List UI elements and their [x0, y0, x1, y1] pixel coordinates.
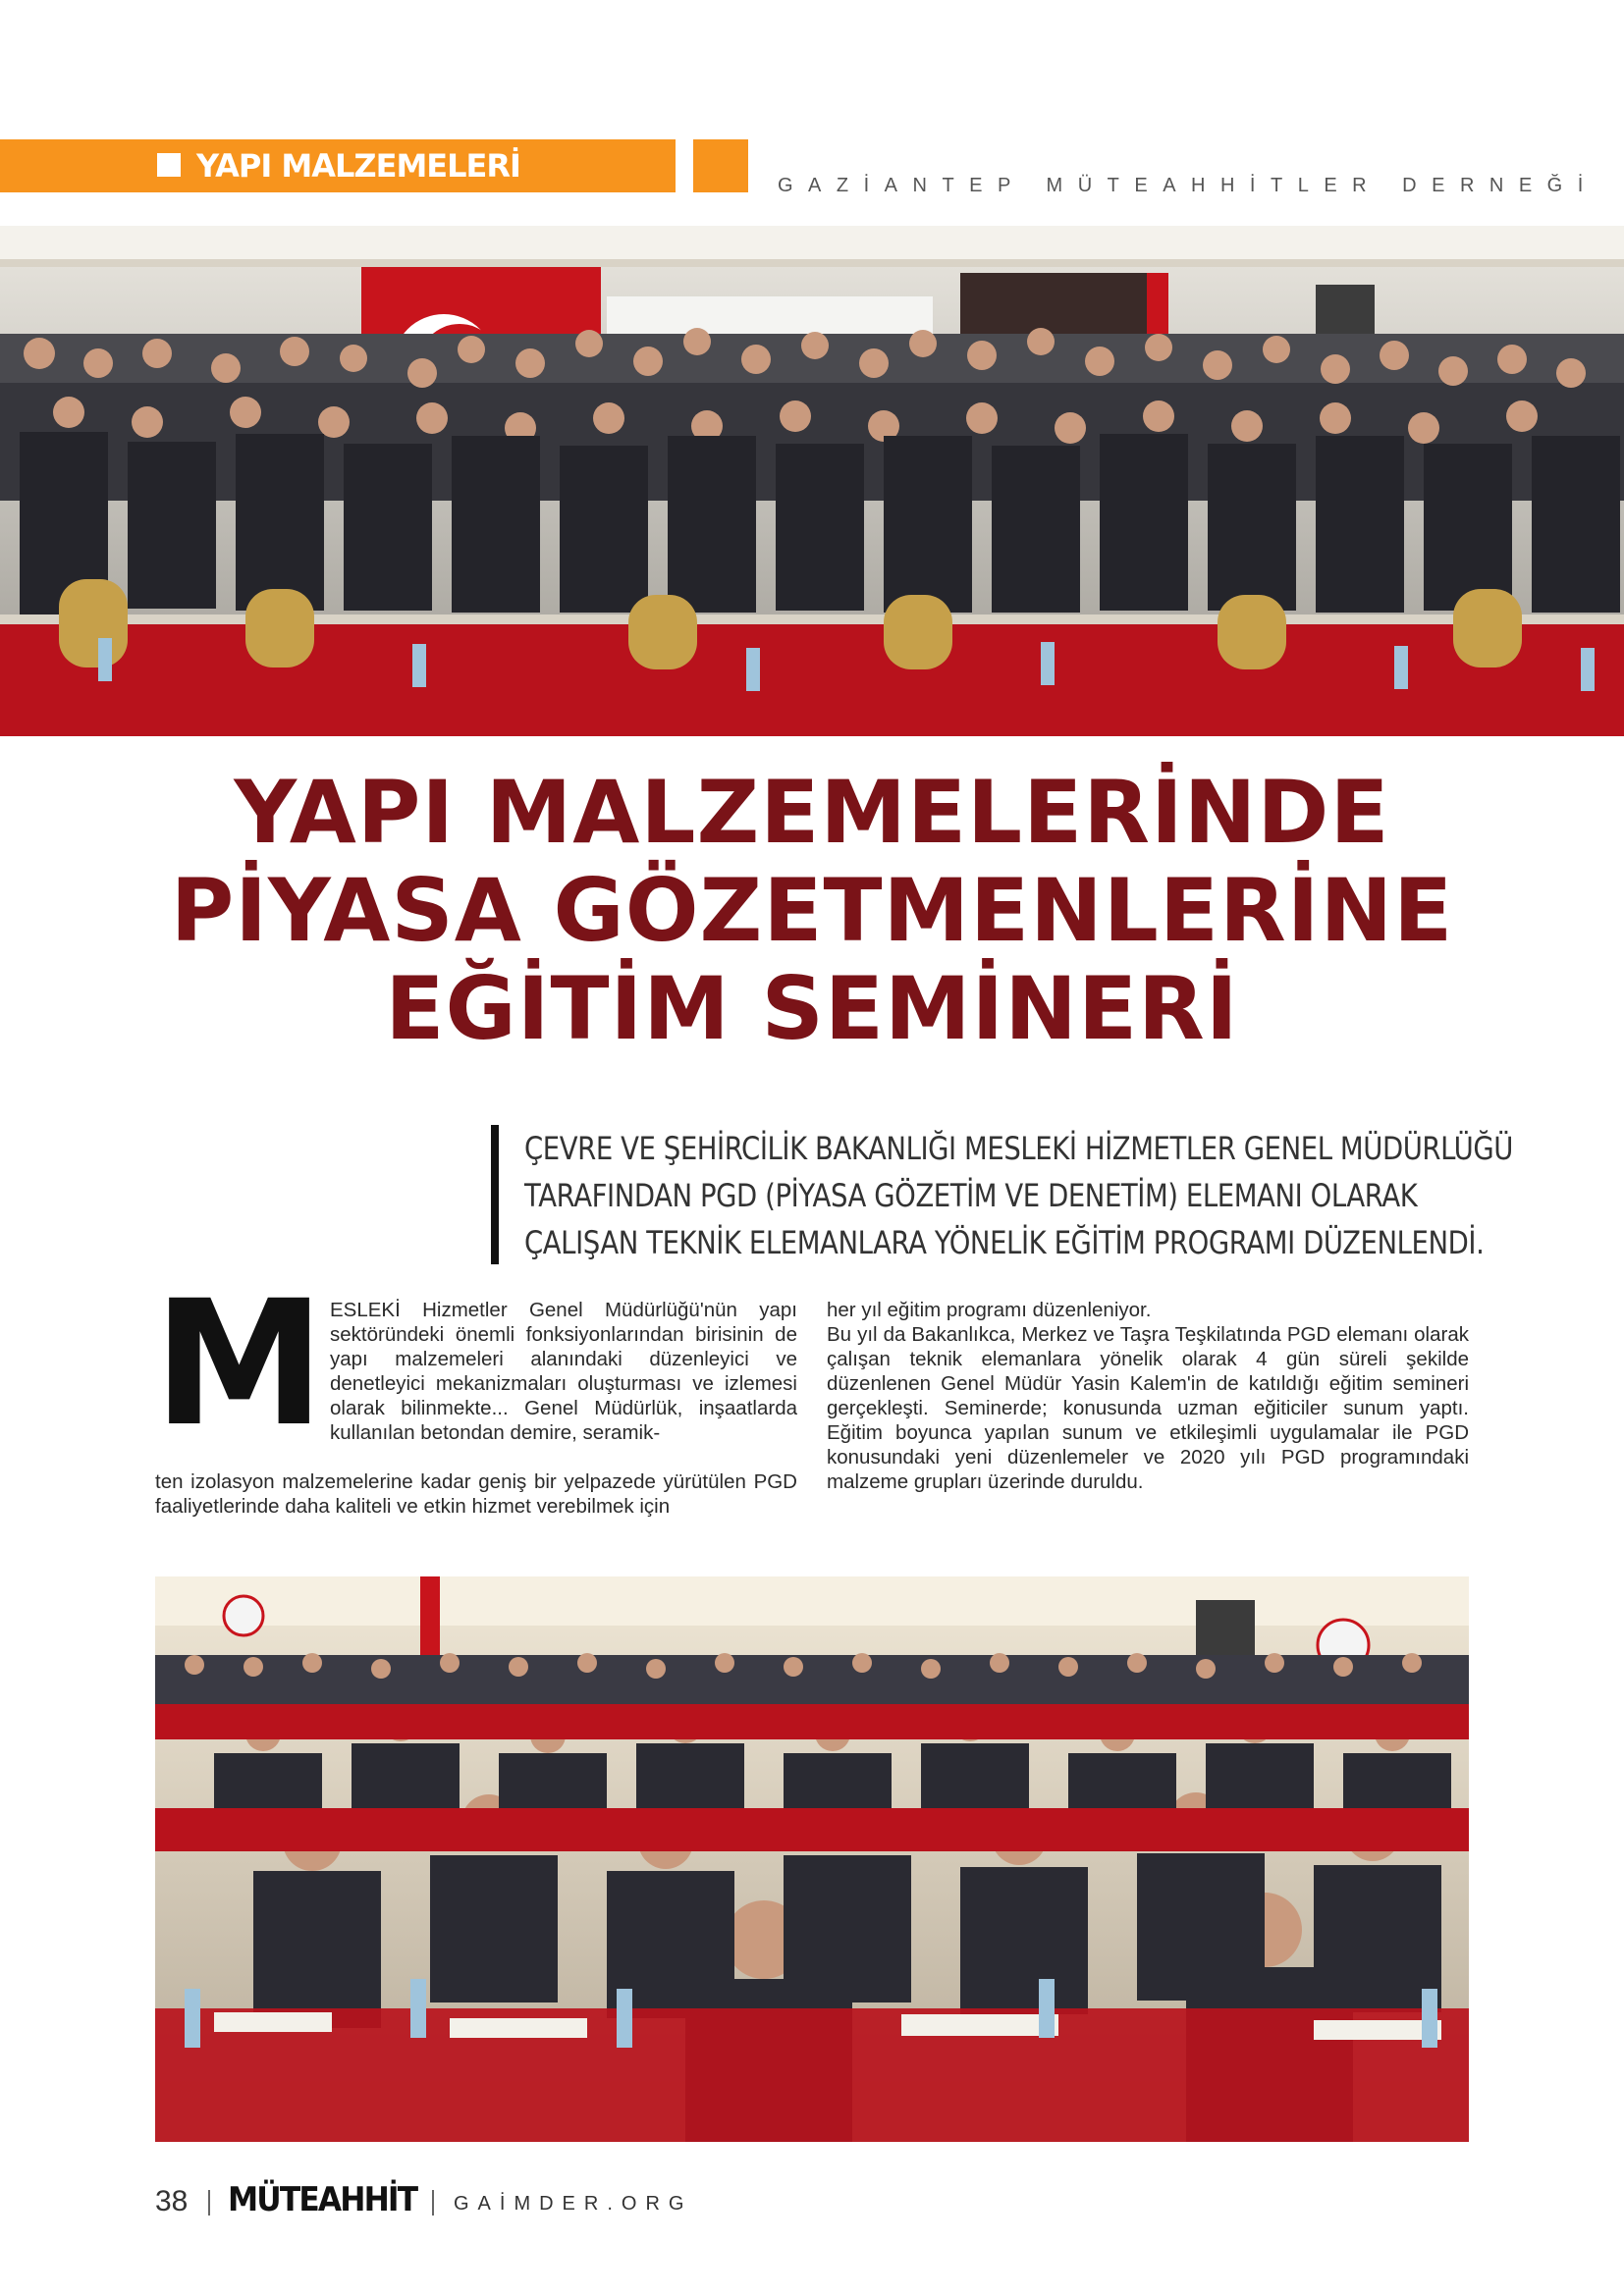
section-title: YAPI MALZEMELERİ	[196, 147, 520, 185]
page-number: 38	[155, 2185, 189, 2217]
header-accent-box	[693, 139, 748, 192]
organization-name: GAZİANTEP MÜTEAHHİTLER DERNEĞİ	[778, 175, 1598, 196]
headline-line-1: YAPI MALZEMELERİNDE	[234, 762, 1390, 863]
magazine-logo: MÜTEAHHİT	[228, 2180, 417, 2219]
body-paragraph: ten izolasyon malzemelerine kadar geniş bir yelpazede yürütülen PGD faaliyetlerinde daha kaliteli ve etkin hizmet verebilmek için	[155, 1470, 797, 1518]
column-1-bottom	[155, 1469, 797, 1519]
article-headline	[0, 764, 1624, 1058]
deck-line-1: ÇEVRE VE ŞEHİRCİLİK BAKANLIĞI MESLEKİ HİZMETLER GENEL MÜDÜRLÜĞÜ	[524, 1130, 1513, 1167]
deck-line-3: ÇALIŞAN TEKNİK ELEMANLARA YÖNELİK EĞİTİM PROGRAMI DÜZENLENDİ.	[524, 1224, 1485, 1261]
body-paragraph: Bu yıl da Bakanlıkca, Merkez ve Taşra Teşkilatında PGD elemanı olarak çalışan teknik elemanlara yönelik olarak 4 gün süreli şekilde düzenlenen Genel Müdür Yasin Kalem'in de katıldığı eğitim semineri gerçekleşti. Seminerde; konusunda uzman eğiticiler sunum yaptı. Eğitim boyunca yapılan sunum ve etkileşimli uygulamalar ile PGD konusundaki yeni düzenlemeler ve 2020 yılı PGD programındaki malzeme grupları üzerinde duruldu.	[827, 1323, 1469, 1493]
column-1-top	[330, 1298, 797, 1445]
drop-cap: M	[153, 1263, 326, 1465]
deck-rule	[491, 1125, 499, 1264]
deck-line-2: TARAFINDAN PGD (PİYASA GÖZETİM VE DENETİM) ELEMANI OLARAK	[524, 1177, 1418, 1214]
website-link[interactable]: GAİMDER.ORG	[454, 2193, 693, 2215]
article-deck	[524, 1125, 1513, 1266]
headline-line-3: EĞİTİM SEMİNERİ	[385, 958, 1239, 1059]
section-square-icon	[157, 153, 181, 177]
group-photo	[0, 226, 1624, 736]
body-paragraph: her yıl eğitim programı düzenleniyor.	[827, 1299, 1152, 1321]
footer-divider	[432, 2190, 434, 2216]
column-2	[827, 1298, 1469, 1494]
audience-photo	[155, 1576, 1469, 2142]
headline-line-2: PİYASA GÖZETMENLERİNE	[170, 860, 1454, 961]
footer-divider	[208, 2190, 210, 2216]
body-paragraph: ESLEKİ Hizmetler Genel Müdürlüğü'nün yapı sektöründeki önemli fonksiyonlarından birisinin de yapı malzemeleri alanındaki düzenleyici ve denetleyici mekanizmaları oluşturması ve izlemesi olarak bilinmekte... Genel Müdürlük, inşaatlarda kullanılan betondan demire, seramik-	[330, 1299, 797, 1444]
